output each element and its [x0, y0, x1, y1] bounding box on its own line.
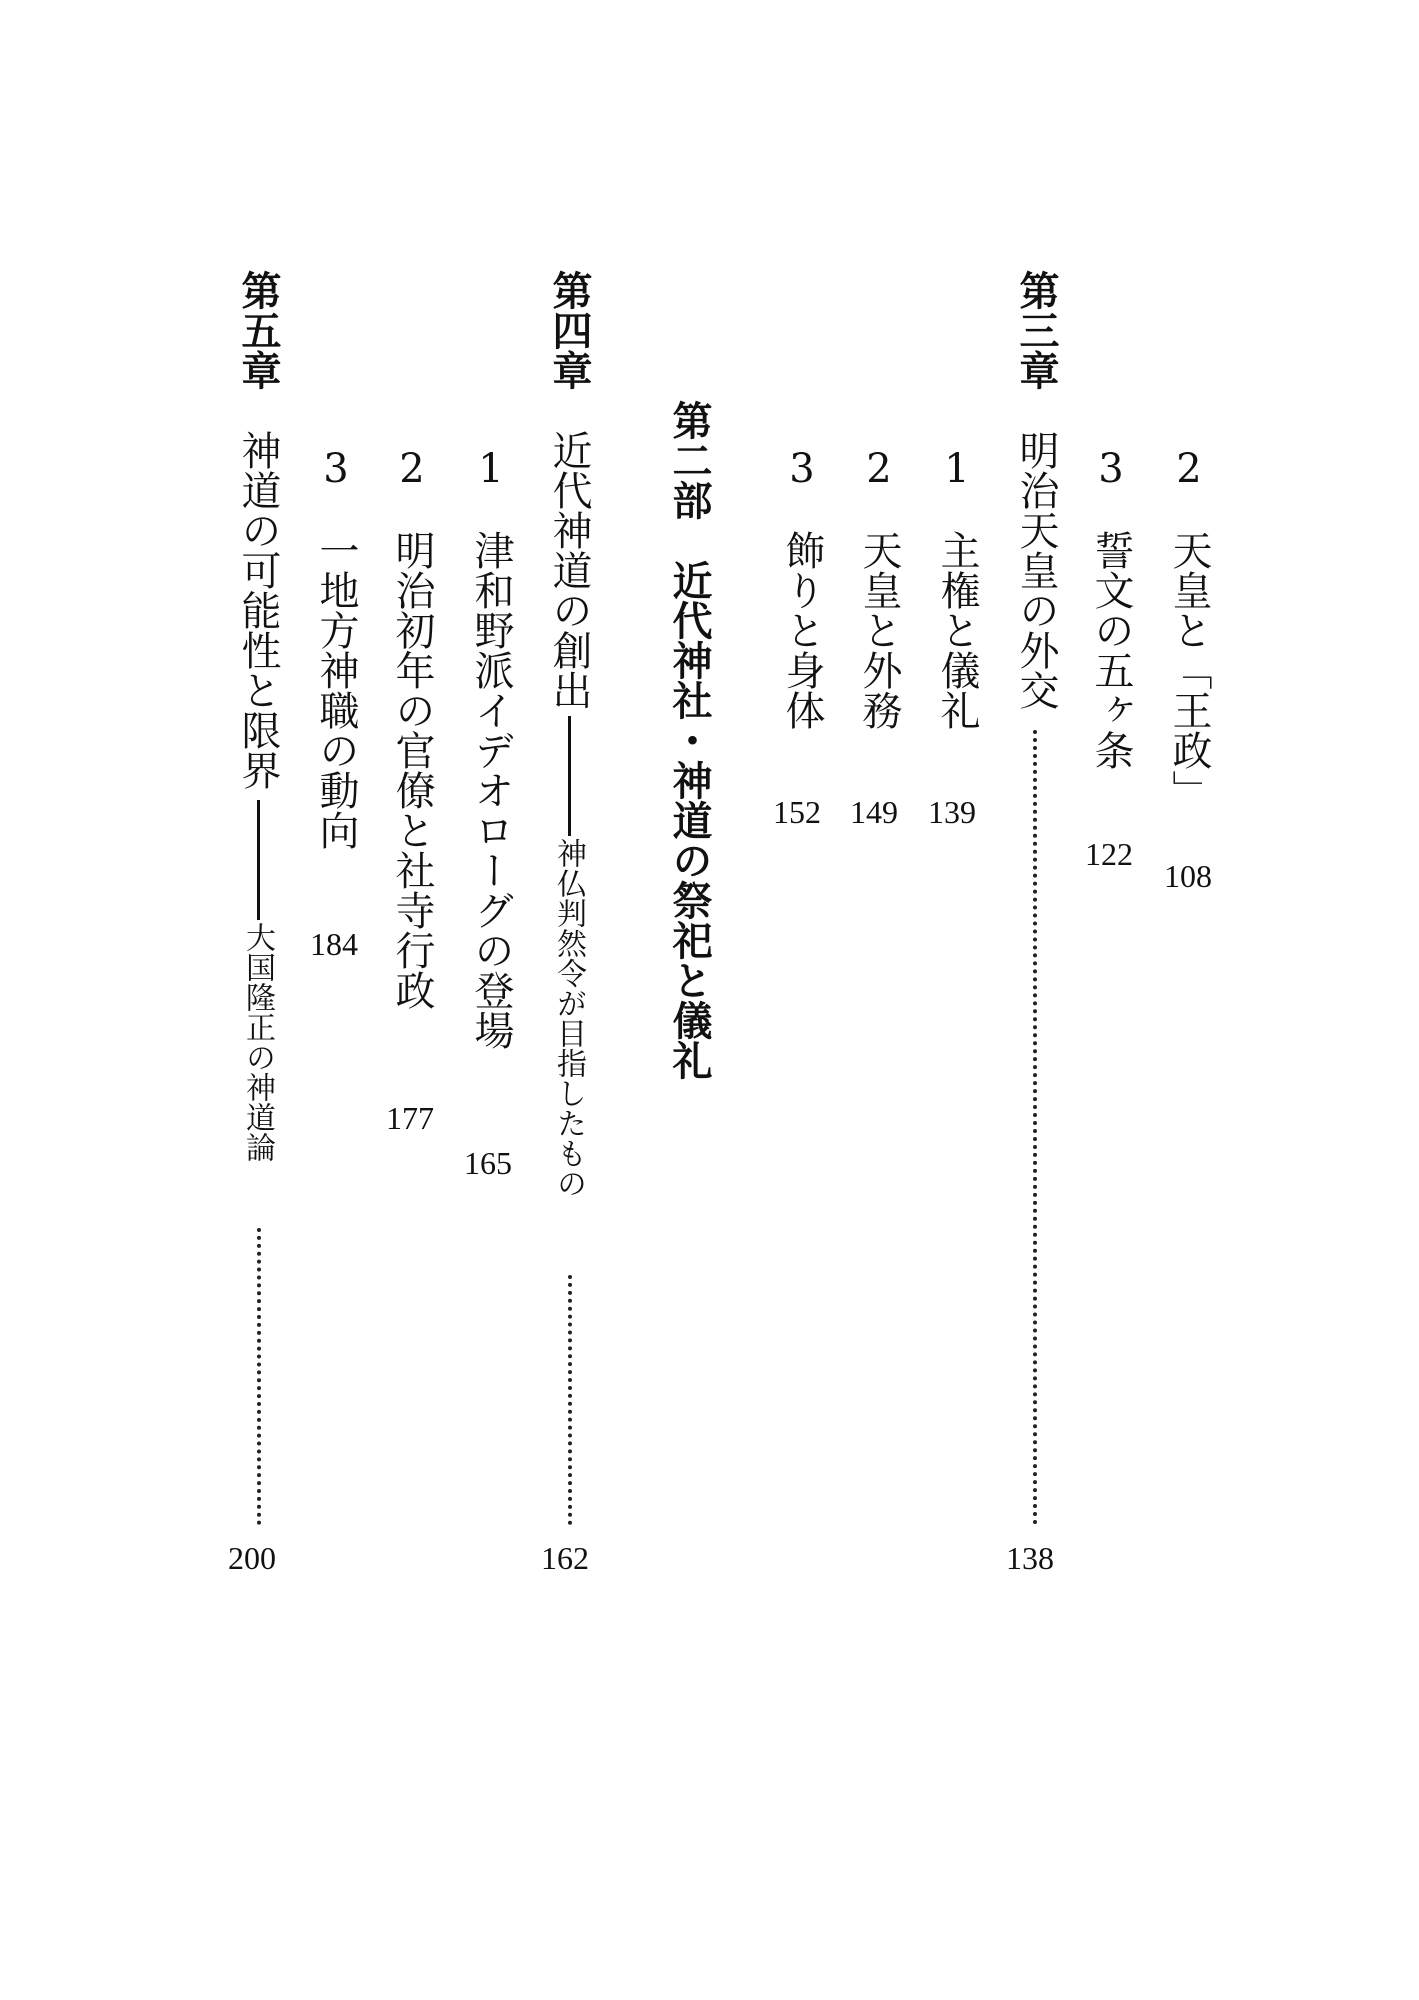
- page-number: 152: [773, 794, 821, 830]
- section-title: 誓文の五ヶ条: [1088, 530, 1134, 770]
- section-title: 天皇と外務: [856, 530, 902, 730]
- chapter-title: 神道の可能性と限界: [235, 430, 281, 790]
- dash-rule: [257, 800, 260, 920]
- section-title: 一地方神職の動向: [313, 530, 359, 850]
- leader-dots: [568, 1275, 572, 1525]
- page-number: 177: [386, 1100, 434, 1136]
- chapter-title: 明治天皇の外交: [1013, 430, 1059, 710]
- section-title: 明治初年の官僚と社寺行政: [389, 530, 435, 1010]
- section-number: 3: [313, 446, 359, 492]
- section-title: 天皇と「王政」: [1166, 530, 1212, 810]
- chapter-label: 第四章: [546, 270, 592, 390]
- page-number: 108: [1164, 858, 1212, 894]
- dash-rule: [568, 716, 571, 836]
- section-number: 2: [1166, 446, 1212, 492]
- page-number: 138: [1006, 1540, 1054, 1576]
- chapter-subtitle: 大国隆正の神道論: [240, 922, 275, 1162]
- page-number: 165: [464, 1145, 512, 1181]
- section-title: 飾りと身体: [779, 530, 825, 730]
- page-number: 200: [228, 1540, 276, 1576]
- chapter-label: 第五章: [235, 270, 281, 390]
- page-number: 184: [310, 926, 358, 962]
- section-number: 1: [468, 446, 514, 492]
- section-title: 津和野派イデオローグの登場: [468, 530, 514, 1050]
- page-number: 122: [1085, 836, 1133, 872]
- chapter-label: 第三章: [1013, 270, 1059, 390]
- page-number: 149: [850, 794, 898, 830]
- chapter-title: 近代神道の創出: [546, 430, 592, 710]
- page-number: 139: [928, 794, 976, 830]
- section-number: 2: [389, 446, 435, 492]
- section-title: 主権と儀礼: [934, 530, 980, 730]
- section-number: 1: [934, 446, 980, 492]
- section-number: 3: [779, 446, 825, 492]
- page-number: 162: [541, 1540, 589, 1576]
- part-title: 第二部 近代神社・神道の祭祀と儀礼: [666, 400, 712, 1080]
- chapter-subtitle: 神仏判然令が目指したもの: [551, 838, 586, 1198]
- leader-dots: [1033, 730, 1037, 1525]
- leader-dots: [257, 1228, 261, 1525]
- section-number: 3: [1088, 446, 1134, 492]
- section-number: 2: [856, 446, 902, 492]
